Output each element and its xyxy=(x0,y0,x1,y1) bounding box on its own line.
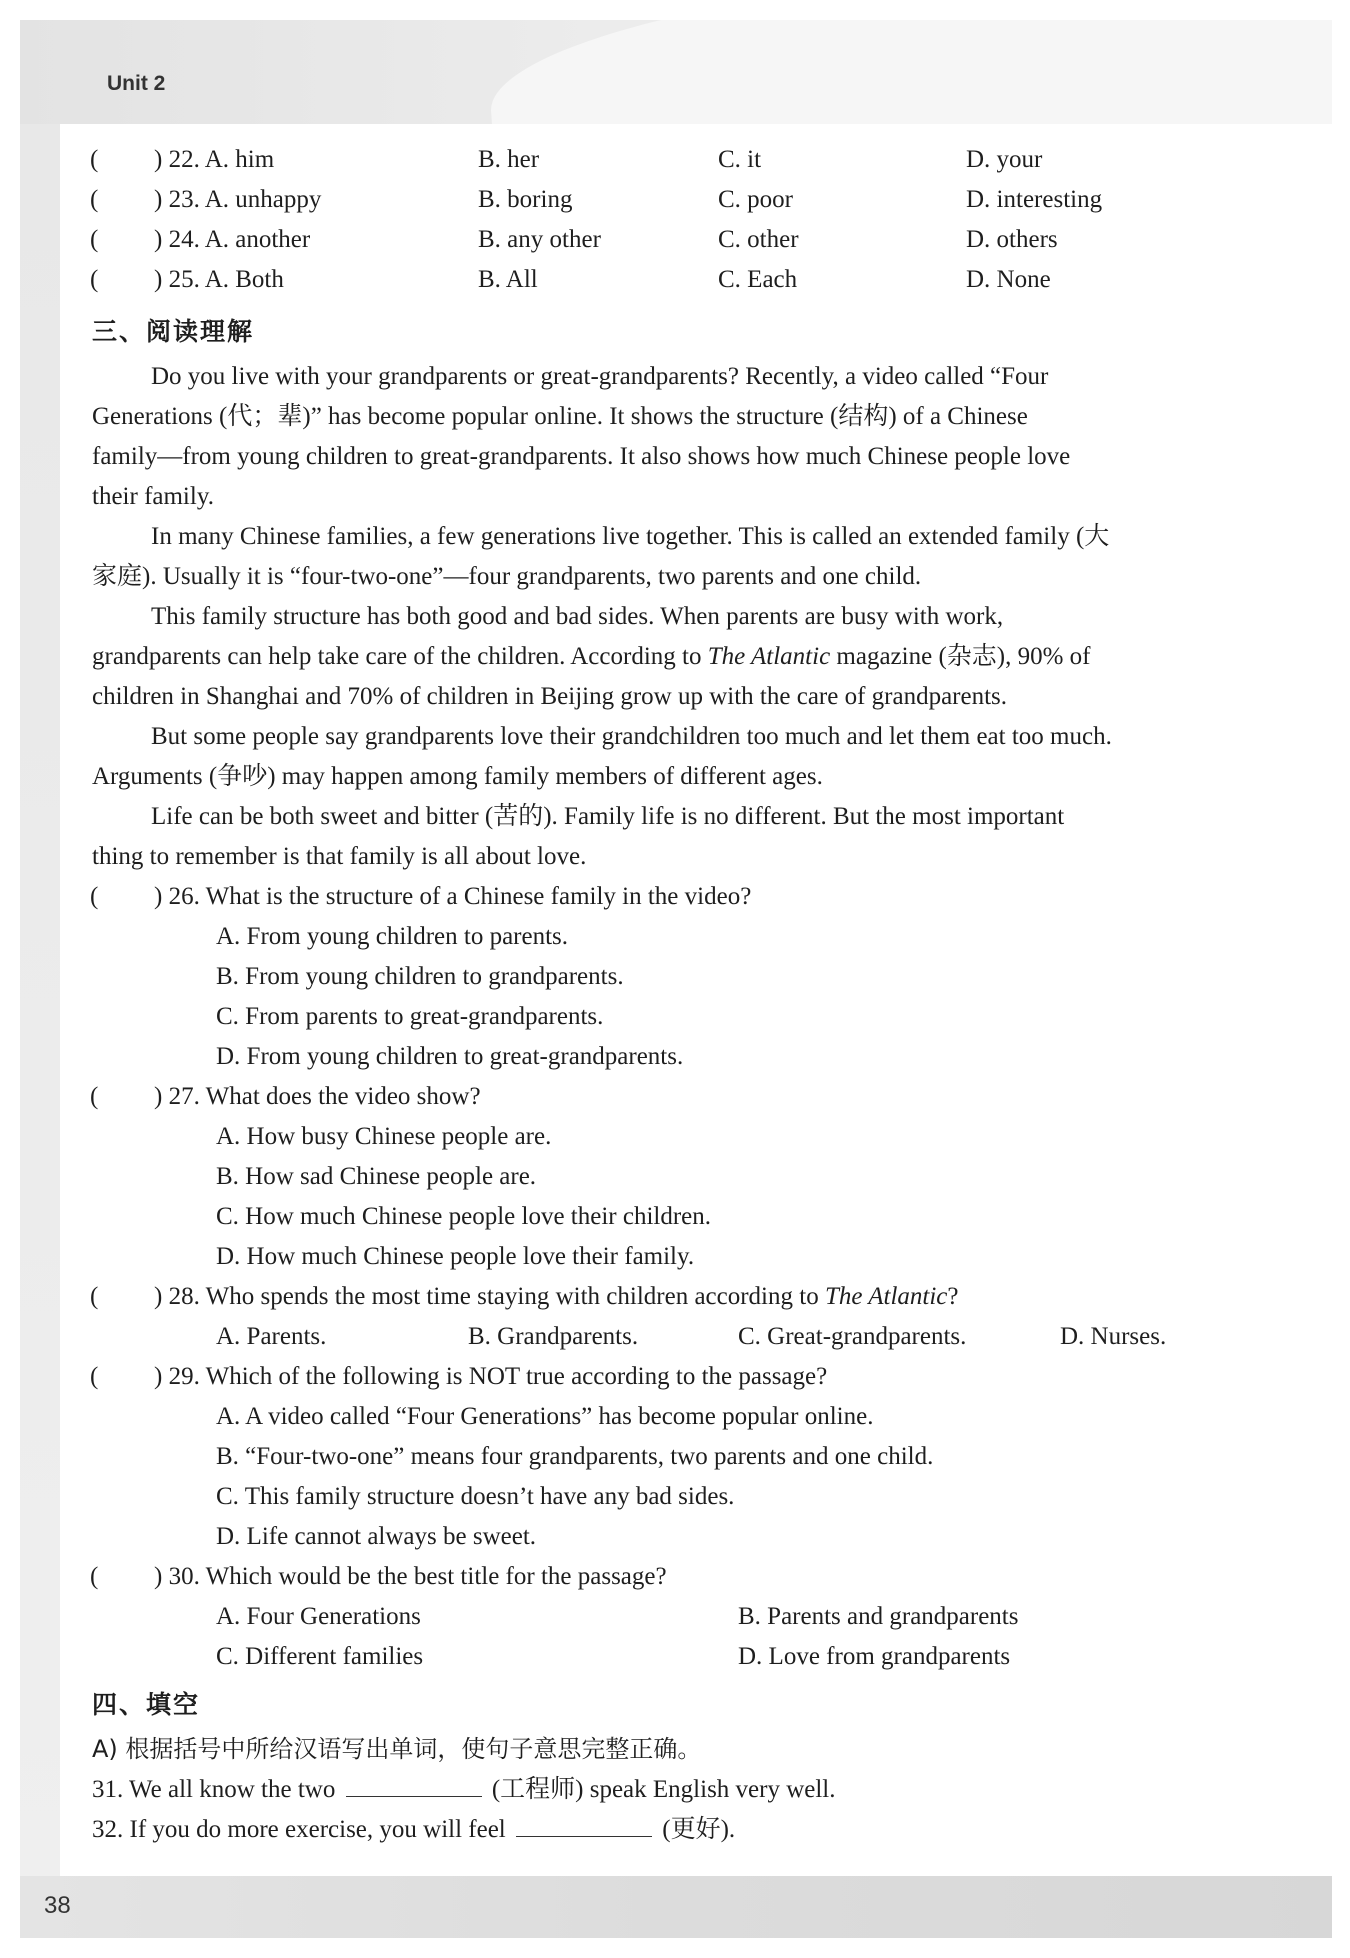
option-c: C. From parents to great-grandparents. xyxy=(216,1003,604,1030)
passage-line: But some people say grandparents love their grandchildren too much and let them eat too much. xyxy=(151,723,1112,750)
option-d: D. your xyxy=(966,146,1043,173)
option-a: A. Four Generations xyxy=(216,1603,421,1630)
mc-number: 22. xyxy=(168,146,200,173)
option-b: B. Grandparents. xyxy=(468,1323,639,1350)
passage-line: Do you live with your grandparents or great-grandparents? Recently, a video called “Four xyxy=(151,363,1049,390)
passage-text: grandparents can help take care of the children. According to xyxy=(92,643,708,670)
question-stem xyxy=(154,1282,959,1312)
section-title-reading: 三、阅读理解 xyxy=(92,317,255,346)
passage-line: family—from young children to great-grandparents. It also shows how much Chinese people love xyxy=(92,443,1071,470)
option-a: A. A video called “Four Generations” has become popular online. xyxy=(216,1403,874,1430)
option-b: B. her xyxy=(478,146,540,173)
answer-paren-open: ( xyxy=(90,1083,99,1110)
answer-blank[interactable] xyxy=(346,1774,482,1797)
question-stem: ) 30. Which would be the best title for the passage? xyxy=(154,1563,667,1590)
option-c: C. Different families xyxy=(216,1643,424,1670)
question-text: 31. We all know the two xyxy=(92,1776,336,1803)
stem-text: ? xyxy=(947,1283,959,1310)
question-number: ) 23. A. unhappy xyxy=(154,186,322,213)
answer-paren-open: ( xyxy=(90,226,99,253)
answer-paren-open: ( xyxy=(90,1363,99,1390)
option-d: D. Life cannot always be sweet. xyxy=(216,1523,537,1550)
question-text: (更好). xyxy=(662,1816,736,1843)
magazine-title: The Atlantic xyxy=(824,1283,948,1310)
option-c: C. Great-grandparents. xyxy=(738,1323,967,1350)
passage-line: children in Shanghai and 70% of children in Beijing grow up with the care of grandparents. xyxy=(92,683,1008,710)
option-c: C. This family structure doesn’t have any bad sides. xyxy=(216,1483,735,1510)
magazine-title: The Atlantic xyxy=(707,643,831,670)
option-a: A. Both xyxy=(204,266,284,293)
mc-number: 25. xyxy=(168,266,200,293)
option-a: A. How busy Chinese people are. xyxy=(216,1123,552,1150)
answer-blank[interactable] xyxy=(516,1814,652,1837)
option-c: C. other xyxy=(718,226,799,253)
question-number: ) 22. A. him xyxy=(154,146,275,173)
option-a: A. Parents. xyxy=(216,1323,327,1350)
question-number: ) 24. A. another xyxy=(154,226,311,253)
passage-line: Arguments (争吵) may happen among family members of different ages. xyxy=(92,763,823,790)
answer-paren-open: ( xyxy=(90,266,99,293)
answer-paren-open: ( xyxy=(90,186,99,213)
option-d: D. None xyxy=(966,266,1051,293)
question-number: ) 25. A. Both xyxy=(154,266,284,293)
fill-in-question-32 xyxy=(92,1814,735,1845)
passage-line: their family. xyxy=(92,483,214,510)
option-d: D. How much Chinese people love their family. xyxy=(216,1243,695,1270)
option-a: A. From young children to parents. xyxy=(216,923,569,950)
passage-line: Life can be both sweet and bitter (苦的). Family life is no different. But the most important xyxy=(151,803,1065,830)
option-c: C. it xyxy=(718,146,762,173)
option-b: B. Parents and grandparents xyxy=(738,1603,1019,1630)
section-title-fill-in: 四、填空 xyxy=(92,1690,201,1719)
passage-line: In many Chinese families, a few generations live together. This is called an extended family (大 xyxy=(151,523,1110,550)
option-a: A. another xyxy=(204,226,311,253)
option-d: D. From young children to great-grandparents. xyxy=(216,1043,684,1070)
passage-line: 家庭). Usually it is “four-two-one”—four grandparents, two parents and one child. xyxy=(92,563,922,590)
passage-line xyxy=(92,642,1091,672)
mc-number: 23. xyxy=(168,186,200,213)
question-stem: ) 29. Which of the following is NOT true according to the passage? xyxy=(154,1363,828,1390)
option-b: B. All xyxy=(478,266,538,293)
option-a: A. unhappy xyxy=(204,186,322,213)
option-d: D. interesting xyxy=(966,186,1103,213)
option-a: A. him xyxy=(204,146,275,173)
passage-line: This family structure has both good and bad sides. When parents are busy with work, xyxy=(151,603,1004,630)
fill-in-instruction: A) 根据括号中所给汉语写出单词，使句子意思完整正确。 xyxy=(92,1735,702,1763)
question-text: 32. If you do more exercise, you will feel xyxy=(92,1816,506,1843)
passage-text: magazine (杂志), 90% of xyxy=(830,643,1091,670)
option-b: B. From young children to grandparents. xyxy=(216,963,624,990)
option-d: D. others xyxy=(966,226,1058,253)
stem-text: ) 28. Who spends the most time staying with children according to xyxy=(154,1283,825,1310)
option-d: D. Nurses. xyxy=(1060,1323,1167,1350)
option-b: B. boring xyxy=(478,186,573,213)
passage-line: thing to remember is that family is all about love. xyxy=(92,843,587,870)
page-number: 38 xyxy=(44,1892,71,1919)
answer-paren-open: ( xyxy=(90,883,99,910)
mc-number: 24. xyxy=(168,226,200,253)
unit-label: Unit 2 xyxy=(107,72,166,95)
question-text: (工程师) speak English very well. xyxy=(491,1776,836,1803)
option-d: D. Love from grandparents xyxy=(738,1643,1011,1670)
passage-line: Generations (代；辈)” has become popular online. It shows the structure (结构) of a Chinese xyxy=(92,403,1028,430)
option-c: C. Each xyxy=(718,266,798,293)
option-b: B. How sad Chinese people are. xyxy=(216,1163,537,1190)
question-stem: ) 27. What does the video show? xyxy=(154,1083,481,1110)
answer-paren-open: ( xyxy=(90,146,99,173)
option-b: B. any other xyxy=(478,226,601,253)
question-stem: ) 26. What is the structure of a Chinese family in the video? xyxy=(154,883,752,910)
option-c: C. How much Chinese people love their children. xyxy=(216,1203,712,1230)
fill-in-question-31 xyxy=(92,1774,836,1805)
answer-paren-open: ( xyxy=(90,1563,99,1590)
option-c: C. poor xyxy=(718,186,793,213)
option-b: B. “Four-two-one” means four grandparents, two parents and one child. xyxy=(216,1443,934,1470)
answer-paren-open: ( xyxy=(90,1283,99,1310)
